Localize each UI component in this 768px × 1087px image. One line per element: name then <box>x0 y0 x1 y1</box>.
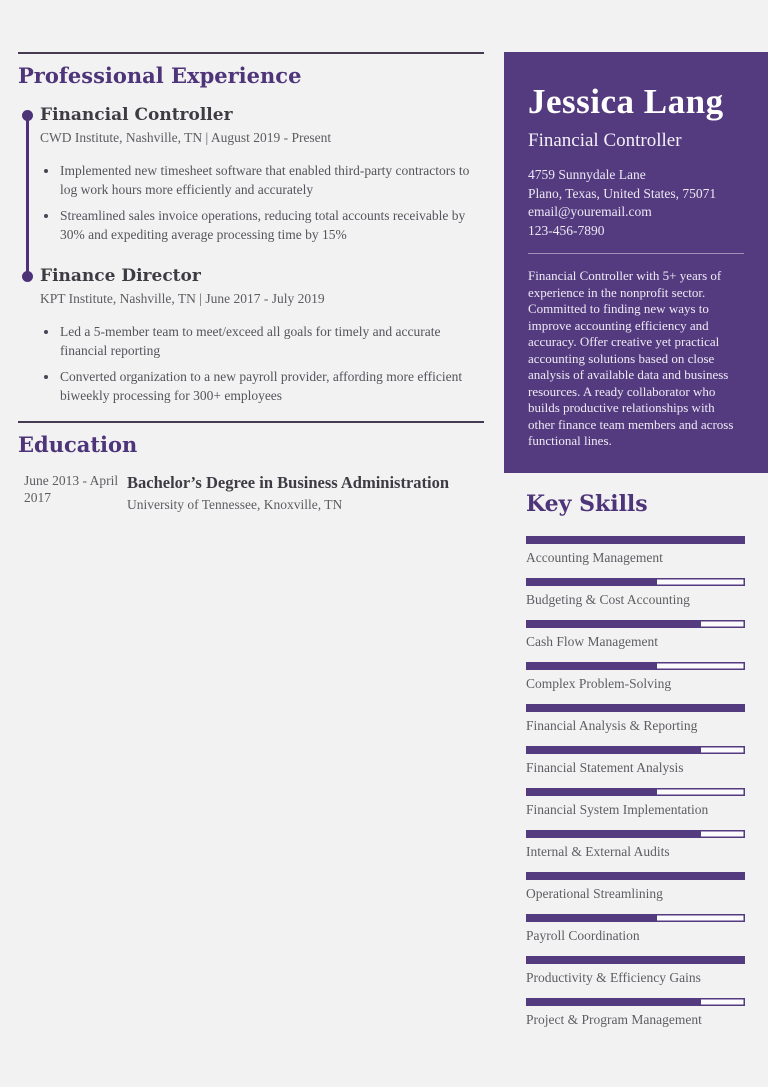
skills-list <box>526 536 745 1028</box>
skill-label: Cash Flow Management <box>526 634 658 649</box>
skill-progress-fill <box>526 746 701 754</box>
skill-progress-bar <box>526 872 745 880</box>
skill-progress-fill <box>526 872 745 880</box>
job-title: Finance Director <box>40 266 201 286</box>
education-section-rule <box>18 421 484 423</box>
skill-label: Productivity & Efficiency Gains <box>526 970 701 985</box>
skill-progress-fill <box>526 620 701 628</box>
skill-row <box>526 662 745 692</box>
skills-section <box>526 490 745 1040</box>
skill-progress-fill <box>526 578 657 586</box>
sidebar-divider <box>528 253 744 254</box>
skill-label: Project & Program Management <box>526 1012 702 1027</box>
job-meta: KPT Institute, Nashville, TN | June 2017 - July 2019 <box>40 291 325 306</box>
skill-row <box>526 998 745 1028</box>
skill-row <box>526 956 745 986</box>
skill-progress-bar <box>526 746 745 754</box>
education-school: University of Tennessee, Knoxville, TN <box>127 497 343 512</box>
job-bullet: Led a 5-member team to meet/exceed all goals for timely and accurate financial reporting <box>60 322 484 360</box>
profile-role: Financial Controller <box>528 130 682 151</box>
profile-sidebar <box>504 52 768 473</box>
experience-timeline <box>18 105 484 405</box>
skill-label: Financial Analysis & Reporting <box>526 718 698 733</box>
education-heading: Education <box>18 432 138 457</box>
experience-entry <box>18 266 484 405</box>
skill-label: Budgeting & Cost Accounting <box>526 592 690 607</box>
skill-row <box>526 620 745 650</box>
skills-heading: Key Skills <box>526 491 648 517</box>
skill-row <box>526 830 745 860</box>
skill-progress-bar <box>526 704 745 712</box>
skill-progress-fill <box>526 788 657 796</box>
education-degree: Bachelor’s Degree in Business Administration <box>127 473 450 492</box>
skill-label: Operational Streamlining <box>526 886 663 901</box>
skill-row <box>526 746 745 776</box>
profile-name: Jessica Lang <box>528 82 724 121</box>
timeline-dot <box>22 110 33 121</box>
skill-progress-fill <box>526 956 745 964</box>
experience-section-rule <box>18 52 484 54</box>
skill-row <box>526 704 745 734</box>
education-dates: June 2013 - April 2017 <box>24 473 119 505</box>
skill-row <box>526 872 745 902</box>
contact-phone: 123-456-7890 <box>528 222 605 238</box>
skill-progress-bar <box>526 620 745 628</box>
skill-progress-bar <box>526 914 745 922</box>
skill-progress-bar <box>526 788 745 796</box>
skill-progress-fill <box>526 662 657 670</box>
skill-label: Complex Problem-Solving <box>526 676 672 691</box>
experience-entry <box>18 105 484 244</box>
skill-progress-fill <box>526 536 745 544</box>
main-column <box>18 52 484 514</box>
skill-label: Accounting Management <box>526 550 663 565</box>
skill-progress-bar <box>526 998 745 1006</box>
contact-address-line1: 4759 Sunnydale Lane <box>528 167 646 182</box>
job-bullet-list <box>40 322 484 405</box>
skill-progress-bar <box>526 956 745 964</box>
skill-row <box>526 914 745 944</box>
profile-contact <box>528 166 744 240</box>
job-bullet-list <box>40 161 484 244</box>
skill-progress-fill <box>526 704 745 712</box>
skill-label: Payroll Coordination <box>526 928 640 943</box>
contact-email: email@youremail.com <box>528 204 652 219</box>
skill-row <box>526 788 745 818</box>
skill-progress-bar <box>526 578 745 586</box>
job-bullet: Converted organization to a new payroll provider, affording more efficient biweekly processing for 300+ employees <box>60 367 484 405</box>
education-entry <box>18 472 484 514</box>
skill-row <box>526 536 745 566</box>
job-bullet: Streamlined sales invoice operations, reducing total accounts receivable by 30% and expediting average processing time by 15% <box>60 206 484 244</box>
skill-progress-bar <box>526 536 745 544</box>
contact-address-line2: Plano, Texas, United States, 75071 <box>528 185 717 201</box>
skill-progress-bar <box>526 662 745 670</box>
education-details <box>127 472 449 514</box>
profile-summary: Financial Controller with 5+ years of experience in the nonprofit sector. Committed to finding new ways to improve accounting efficiency and accuracy. Offer creative yet practical accounting solutions based on close analysis of available data and business resources. A ready collaborator who builds productive relationships with other finance team members and across functional lines. <box>528 268 734 448</box>
skill-progress-fill <box>526 998 701 1006</box>
skill-label: Internal & External Audits <box>526 844 670 859</box>
job-title: Financial Controller <box>40 105 233 125</box>
skill-label: Financial Statement Analysis <box>526 760 684 775</box>
timeline-dot <box>22 271 33 282</box>
job-bullet: Implemented new timesheet software that enabled third-party contractors to log work hours more efficiently and accurately <box>60 161 484 199</box>
education-section <box>18 421 484 514</box>
job-meta: CWD Institute, Nashville, TN | August 2019 - Present <box>40 130 332 145</box>
experience-heading: Professional Experience <box>18 63 302 88</box>
skill-progress-fill <box>526 914 657 922</box>
skill-row <box>526 578 745 608</box>
skill-label: Financial System Implementation <box>526 802 709 817</box>
skill-progress-fill <box>526 830 701 838</box>
skill-progress-bar <box>526 830 745 838</box>
